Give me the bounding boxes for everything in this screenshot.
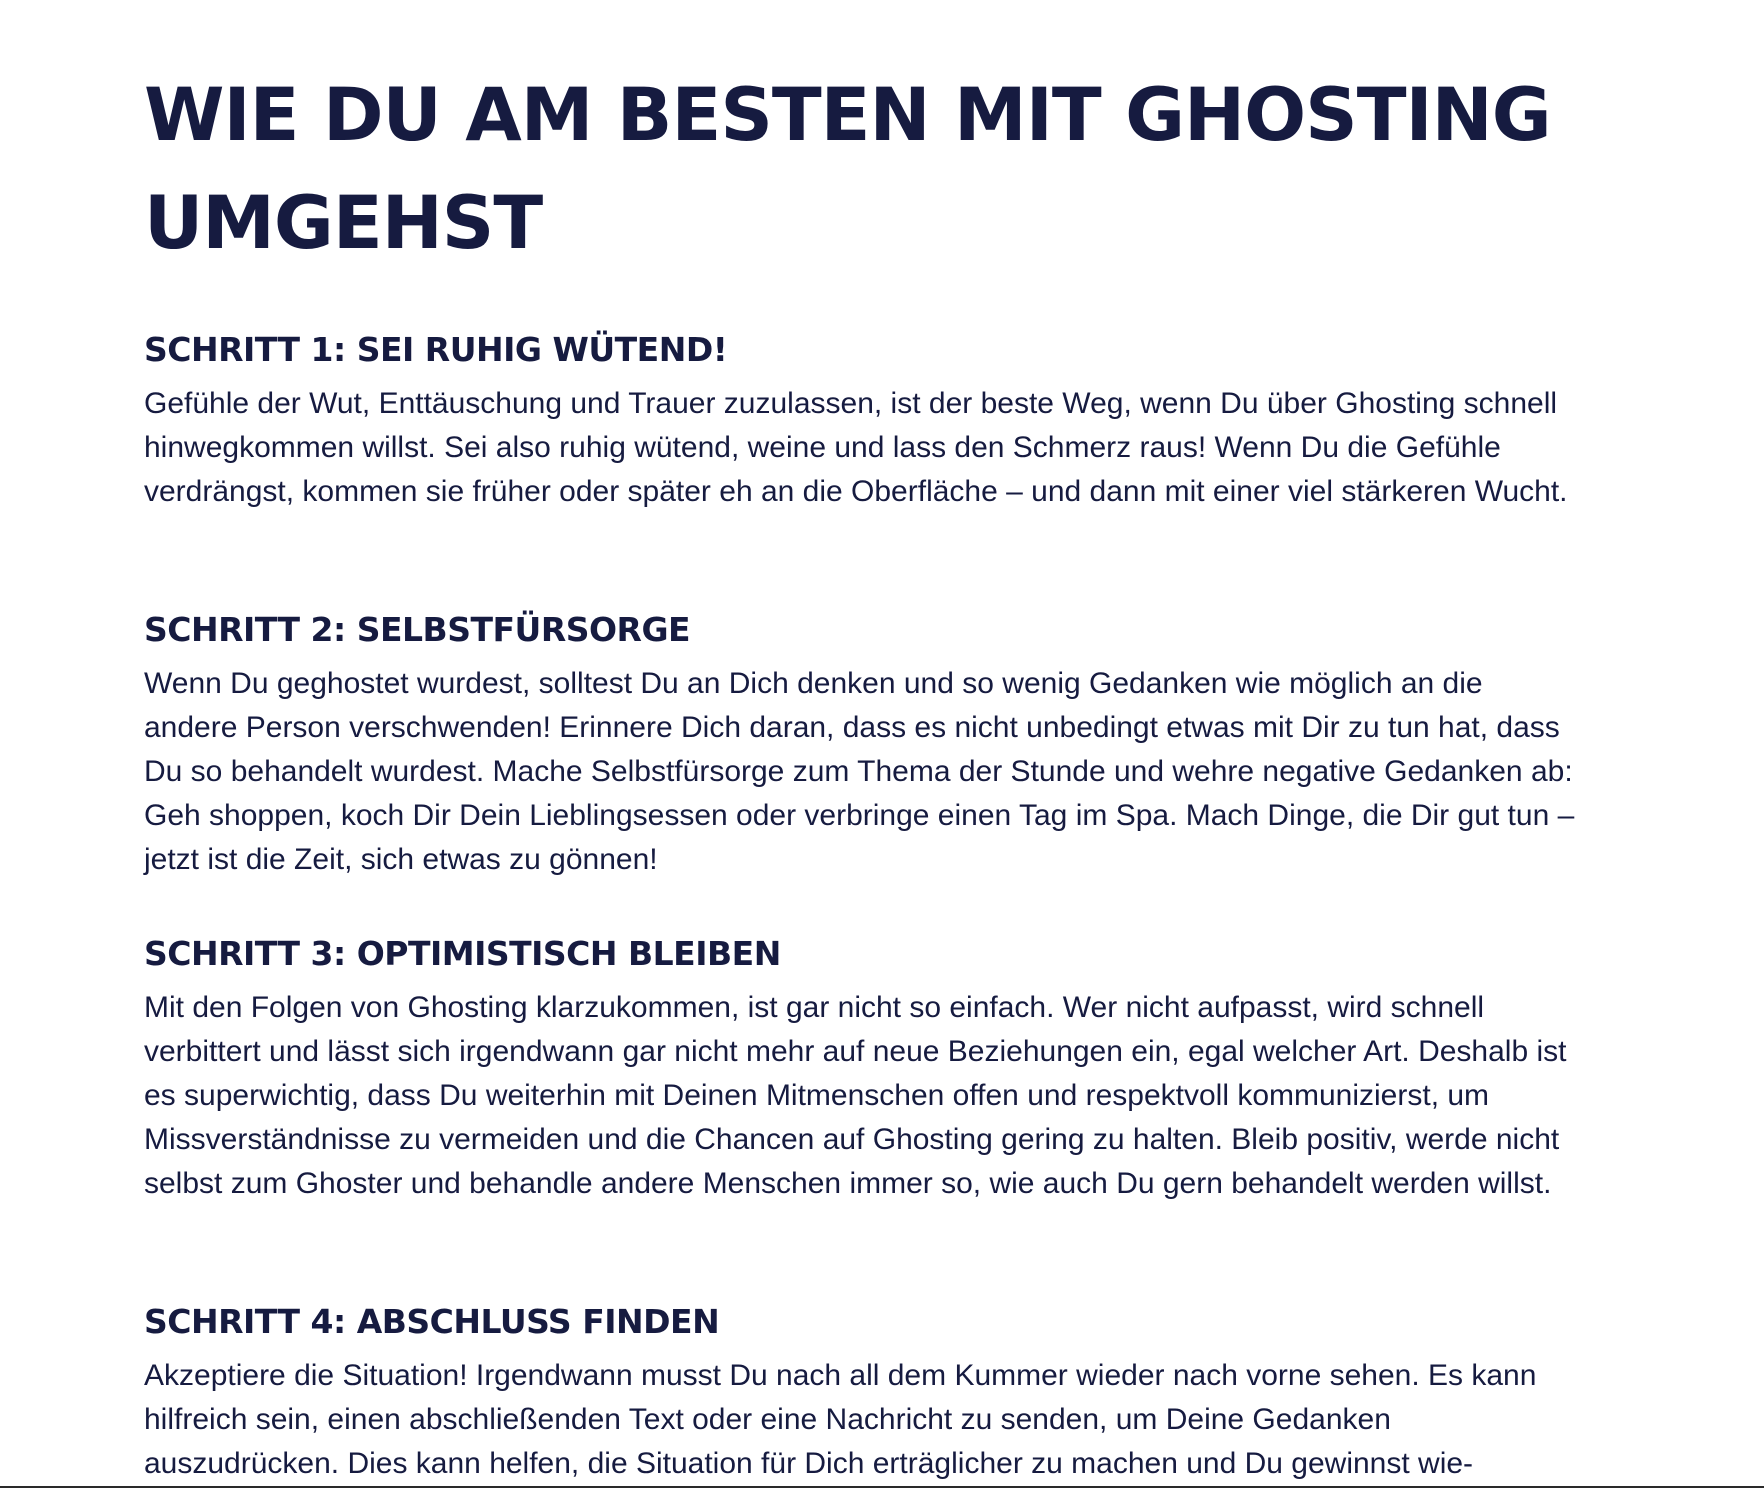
step-1-section xyxy=(144,328,1584,514)
step-1-text: Gefühle der Wut, Enttäuschung und Trauer zuzulassen, ist der beste Weg, wenn Du über Ghosting schnell hinwegkommen willst. Sei also ruhig wütend, weine und lass den Schmerz raus! Wenn Du die Gefühle verdrängst, kommen sie früher oder später eh an die Oberfläche – und dann mit einer viel stärkeren Wucht. xyxy=(144,387,1568,508)
page-title: WIE DU AM BESTEN MIT GHOSTING UMGEHST xyxy=(144,73,1551,266)
step-2-heading: SCHRITT 2: SELBSTFÜRSORGE xyxy=(144,610,691,649)
step-4-text: Akzeptiere die Situation! Irgendwann musst Du nach all dem Kummer wieder nach vorne sehen. Es kann hilfreich sein, einen abschließenden Text oder eine Nachricht zu senden, um Deine Gedanken auszudrücken. Dies kann helfen, die Situation für Dich erträglicher zu machen und Du gewinnst wie- xyxy=(144,1359,1537,1480)
step-1-heading: SCHRITT 1: SEI RUHIG WÜTEND! xyxy=(144,330,728,369)
step-4-section xyxy=(144,1300,1584,1486)
step-4-heading: SCHRITT 4: ABSCHLUSS FINDEN xyxy=(144,1302,720,1341)
step-2-text: Wenn Du geghostet wurdest, solltest Du an Dich denken und so wenig Gedanken wie möglich an die andere Person verschwenden! Erinnere Dich daran, dass es nicht unbedingt etwas mit Dir zu tun hat, dass Du so behandelt wurdest. Mache Selbstfürsorge zum Thema der Stunde und wehre negative Gedanken ab: Geh shoppen, koch Dir Dein Lieblingsessen oder verbringe einen Tag im Spa. Mach Dinge, die Dir gut tun – jetzt ist die Zeit, sich etwas zu gönnen! xyxy=(144,667,1575,876)
step-3-text: Mit den Folgen von Ghosting klarzukommen, ist gar nicht so einfach. Wer nicht aufpasst, wird schnell verbittert und lässt sich irgendwann gar nicht mehr auf neue Beziehungen ein, egal welcher Art. Deshalb ist es superwichtig, dass Du weiterhin mit Deinen Mitmenschen offen und respektvoll kommunizierst, um Missverständnisse zu vermeiden und die Chancen auf Ghosting gering zu halten. Bleib positiv, werde nicht selbst zum Ghoster und behandle andere Menschen immer so, wie auch Du gern behandelt werden willst. xyxy=(144,991,1567,1200)
article xyxy=(144,62,1584,1480)
step-3-section xyxy=(144,932,1584,1206)
step-2-section xyxy=(144,608,1584,882)
step-3-heading: SCHRITT 3: OPTIMISTISCH BLEIBEN xyxy=(144,934,781,973)
